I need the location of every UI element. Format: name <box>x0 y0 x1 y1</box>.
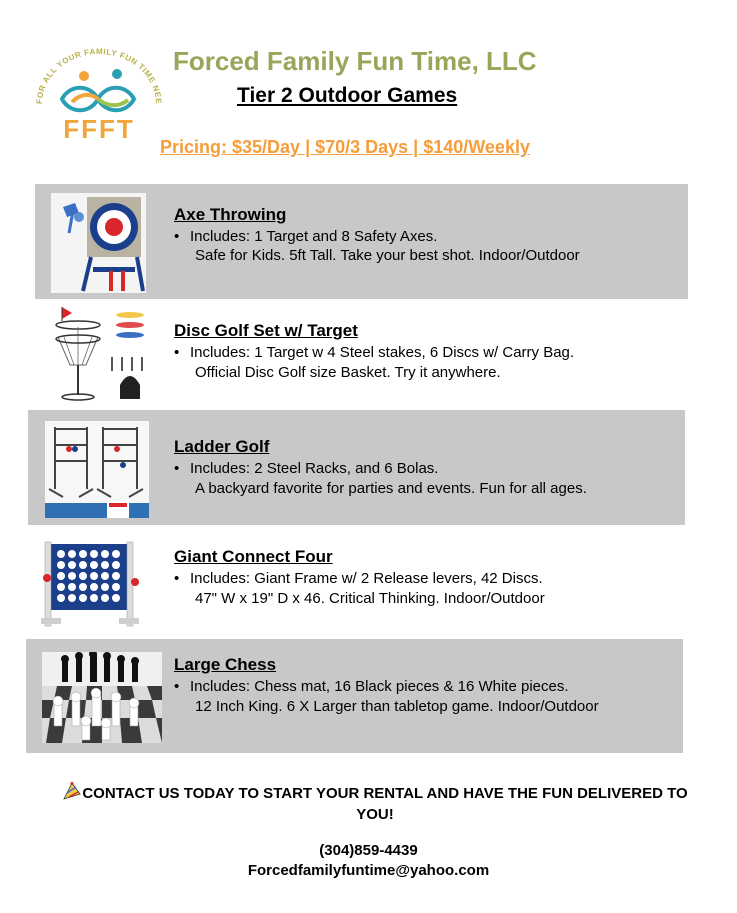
product-detail: Official Disc Golf size Basket. Try it anywhere. <box>195 364 501 381</box>
product-includes: • Includes: 1 Target w 4 Steel stakes, 6 Discs w/ Carry Bag. <box>174 344 575 361</box>
large-chess-image <box>42 652 162 743</box>
product-includes: • Includes: 1 Target and 8 Safety Axes. <box>174 228 438 245</box>
logo-initials: FFFT <box>63 114 135 144</box>
product-includes: • Includes: Chess mat, 16 Black pieces & 16 White pieces. <box>174 678 569 695</box>
product-detail: Safe for Kids. 5ft Tall. Take your best shot. Indoor/Outdoor <box>195 247 580 264</box>
party-hat-icon <box>62 782 82 800</box>
pricing-line: Pricing: $35/Day | $70/3 Days | $140/Weekly <box>160 137 530 157</box>
product-name: Axe Throwing <box>174 205 287 224</box>
product-includes: • Includes: 2 Steel Racks, and 6 Bolas. <box>174 460 439 477</box>
disc-golf-image <box>40 305 153 403</box>
company-logo <box>32 44 166 144</box>
product-name: Ladder Golf <box>174 437 270 456</box>
product-name: Large Chess <box>174 655 277 674</box>
product-detail: A backyard favorite for parties and events. Fun for all ages. <box>195 480 587 497</box>
logo-ring-text: FOR ALL YOUR FAMILY FUN TIME NEE <box>34 46 164 105</box>
product-name: Disc Golf Set w/ Target <box>174 321 358 340</box>
contact-email: Forcedfamilyfuntime@yahoo.com <box>247 862 490 879</box>
giant-connect-four-image <box>41 538 140 630</box>
product-name: Giant Connect Four <box>174 547 333 566</box>
ladder-golf-image <box>45 421 149 518</box>
company-name: Forced Family Fun Time, LLC <box>173 46 537 76</box>
contact-phone: (304)859-4439 <box>319 842 418 859</box>
product-detail: 12 Inch King. 6 X Larger than tabletop game. Indoor/Outdoor <box>195 698 599 715</box>
axe-throwing-image <box>51 193 146 293</box>
product-includes: • Includes: Giant Frame w/ 2 Release levers, 42 Discs. <box>174 570 543 587</box>
page-subtitle: Tier 2 Outdoor Games <box>237 84 458 107</box>
product-detail: 47" W x 19" D x 46. Critical Thinking. Indoor/Outdoor <box>195 590 545 607</box>
contact-call-to-action: CONTACT US TODAY TO START YOUR RENTAL AND HAVE THE FUN DELIVERED TO YOU! <box>60 782 690 825</box>
